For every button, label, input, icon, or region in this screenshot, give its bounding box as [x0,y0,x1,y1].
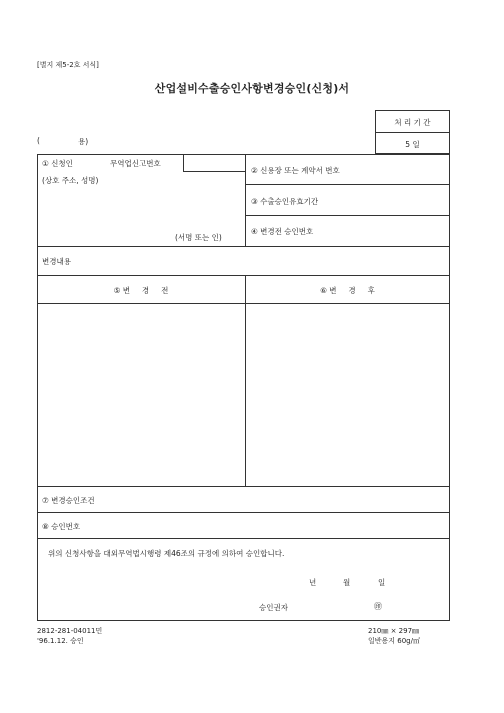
divider [245,275,246,486]
divider [183,171,245,172]
after-change-header: ⑥ 변 경 후 [320,286,375,295]
lc-contract-no-label: ② 신용장 또는 계약서 번호 [251,166,340,175]
footer-form-code: 2812-281-04011민 [37,627,103,635]
divider [37,512,450,513]
divider [183,154,184,171]
divider [375,132,450,133]
divider [37,538,450,539]
approval-statement: 위의 신청사항을 대외무역법시행령 제46조의 규정에 의하여 승인합니다. [48,549,285,558]
divider [245,154,246,246]
processing-period-label: 처 리 기 간 [394,118,431,127]
footer-paper-size: 210㎜ × 297㎜ [368,627,420,635]
form-title: 산업설비수출승인사항변경승인(신청)서 [154,82,350,95]
divider [37,275,450,276]
change-contents-label: 변경내용 [42,257,71,266]
export-validity-label: ③ 수출승인유효기간 [251,197,319,206]
signature-label: (서명 또는 인) [175,233,222,242]
date-day: 일 [378,578,386,587]
approval-conditions-label: ⑦ 변경승인조건 [42,496,95,505]
divider [37,303,450,304]
prior-approval-no-label: ④ 변경전 승인번호 [251,227,314,236]
before-change-header: ⑤ 변 경 전 [113,286,169,295]
processing-period-value: 5 일 [405,140,420,149]
seal-mark: ㊞ [374,602,382,611]
approval-number-label: ⑧ 승인번호 [42,522,81,531]
trade-no-label: 무역업신고번호 [110,159,161,168]
form-code: [별지 제5-2호 서식] [37,61,99,69]
divider [37,486,450,487]
authority-label: 승인권자 [259,603,288,612]
usage-word: 용) [78,137,89,146]
usage-open: ( [37,136,40,145]
footer-paper-type: 일반용지 60g/㎡ [368,637,420,645]
date-year: 년 [309,578,317,587]
divider [245,215,450,216]
date-month: 월 [343,578,351,587]
applicant-label: ① 신청인 [42,159,73,168]
divider [245,184,450,185]
footer-approved-date: '96.1.12. 승인 [37,637,84,645]
applicant-name-label: (상호 주소, 성명) [42,176,99,185]
divider [37,246,450,247]
